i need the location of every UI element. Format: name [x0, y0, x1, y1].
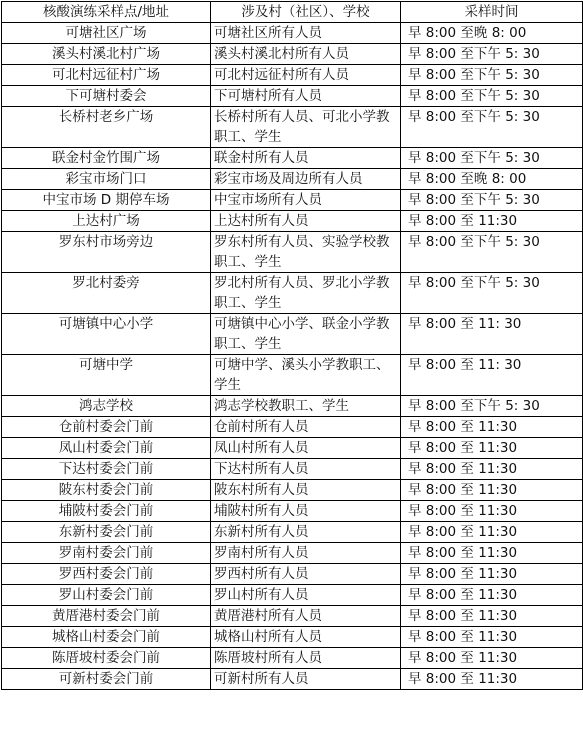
people-cell: 长桥村所有人员、可北小学教职工、学生	[211, 107, 401, 148]
people-cell: 陈厝坡村所有人员	[211, 648, 401, 669]
table-row	[2, 501, 583, 522]
table-row	[2, 480, 583, 501]
table-row	[2, 438, 583, 459]
people-cell: 彩宝市场及周边所有人员	[211, 169, 401, 190]
time-cell: 早 8:00 至 11: 30	[401, 355, 583, 396]
location-cell: 陂东村委会门前	[2, 480, 211, 501]
table-row	[2, 564, 583, 585]
time-cell: 早 8:00 至 11:30	[401, 606, 583, 627]
location-cell: 可塘中学	[2, 355, 211, 396]
table-row	[2, 522, 583, 543]
people-cell: 罗南村所有人员	[211, 543, 401, 564]
location-cell: 可北村远征村广场	[2, 65, 211, 86]
location-cell: 中宝市场 D 期停车场	[2, 190, 211, 211]
time-cell: 早 8:00 至下午 5: 30	[401, 190, 583, 211]
time-cell: 早 8:00 至下午 5: 30	[401, 65, 583, 86]
header-people: 涉及村（社区）、学校	[211, 2, 401, 23]
table-row	[2, 543, 583, 564]
table-row	[2, 86, 583, 107]
people-cell: 可新村所有人员	[211, 669, 401, 690]
location-cell: 城格山村委会门前	[2, 627, 211, 648]
location-cell: 联金村金竹围广场	[2, 148, 211, 169]
people-cell: 罗西村所有人员	[211, 564, 401, 585]
people-cell: 东新村所有人员	[211, 522, 401, 543]
table-row	[2, 23, 583, 44]
table-body	[2, 23, 583, 690]
location-cell: 罗山村委会门前	[2, 585, 211, 606]
people-cell: 可塘社区所有人员	[211, 23, 401, 44]
location-cell: 罗西村委会门前	[2, 564, 211, 585]
table-row	[2, 648, 583, 669]
table-row	[2, 148, 583, 169]
location-cell: 可塘镇中心小学	[2, 314, 211, 355]
location-cell: 长桥村老乡广场	[2, 107, 211, 148]
table-row	[2, 232, 583, 273]
people-cell: 凤山村所有人员	[211, 438, 401, 459]
people-cell: 城格山村所有人员	[211, 627, 401, 648]
table-row	[2, 211, 583, 232]
location-cell: 下可塘村委会	[2, 86, 211, 107]
table-row	[2, 355, 583, 396]
time-cell: 早 8:00 至 11:30	[401, 211, 583, 232]
time-cell: 早 8:00 至 11:30	[401, 564, 583, 585]
location-cell: 东新村委会门前	[2, 522, 211, 543]
location-cell: 黄厝港村委会门前	[2, 606, 211, 627]
table-row	[2, 190, 583, 211]
location-cell: 陈厝坡村委会门前	[2, 648, 211, 669]
location-cell: 凤山村委会门前	[2, 438, 211, 459]
header-time: 采样时间	[401, 2, 583, 23]
table-row	[2, 396, 583, 417]
people-cell: 下达村所有人员	[211, 459, 401, 480]
location-cell: 彩宝市场门口	[2, 169, 211, 190]
location-cell: 下达村委会门前	[2, 459, 211, 480]
people-cell: 陂东村所有人员	[211, 480, 401, 501]
sampling-schedule-table	[1, 1, 583, 690]
location-cell: 罗北村委旁	[2, 273, 211, 314]
time-cell: 早 8:00 至下午 5: 30	[401, 396, 583, 417]
location-cell: 溪头村溪北村广场	[2, 44, 211, 65]
location-cell: 仓前村委会门前	[2, 417, 211, 438]
people-cell: 可塘中学、溪头小学教职工、学生	[211, 355, 401, 396]
time-cell: 早 8:00 至晚 8: 00	[401, 169, 583, 190]
time-cell: 早 8:00 至下午 5: 30	[401, 44, 583, 65]
people-cell: 下可塘村所有人员	[211, 86, 401, 107]
time-cell: 早 8:00 至 11:30	[401, 543, 583, 564]
people-cell: 埔陂村所有人员	[211, 501, 401, 522]
time-cell: 早 8:00 至 11:30	[401, 417, 583, 438]
time-cell: 早 8:00 至下午 5: 30	[401, 232, 583, 273]
people-cell: 仓前村所有人员	[211, 417, 401, 438]
people-cell: 可北村远征村所有人员	[211, 65, 401, 86]
time-cell: 早 8:00 至 11:30	[401, 669, 583, 690]
location-cell: 罗东村市场旁边	[2, 232, 211, 273]
time-cell: 早 8:00 至下午 5: 30	[401, 107, 583, 148]
location-cell: 可新村委会门前	[2, 669, 211, 690]
time-cell: 早 8:00 至 11:30	[401, 438, 583, 459]
header-row	[2, 2, 583, 23]
time-cell: 早 8:00 至 11:30	[401, 648, 583, 669]
time-cell: 早 8:00 至 11:30	[401, 501, 583, 522]
table-row	[2, 169, 583, 190]
location-cell: 可塘社区广场	[2, 23, 211, 44]
time-cell: 早 8:00 至下午 5: 30	[401, 86, 583, 107]
table-row	[2, 585, 583, 606]
time-cell: 早 8:00 至晚 8: 00	[401, 23, 583, 44]
table-row	[2, 65, 583, 86]
table-row	[2, 669, 583, 690]
table-row	[2, 606, 583, 627]
people-cell: 上达村所有人员	[211, 211, 401, 232]
time-cell: 早 8:00 至 11:30	[401, 459, 583, 480]
time-cell: 早 8:00 至下午 5: 30	[401, 148, 583, 169]
location-cell: 鸿志学校	[2, 396, 211, 417]
people-cell: 可塘镇中心小学、联金小学教职工、学生	[211, 314, 401, 355]
people-cell: 罗山村所有人员	[211, 585, 401, 606]
time-cell: 早 8:00 至 11: 30	[401, 314, 583, 355]
people-cell: 中宝市场所有人员	[211, 190, 401, 211]
people-cell: 罗东村所有人员、实验学校教职工、学生	[211, 232, 401, 273]
time-cell: 早 8:00 至 11:30	[401, 585, 583, 606]
location-cell: 罗南村委会门前	[2, 543, 211, 564]
people-cell: 罗北村所有人员、罗北小学教职工、学生	[211, 273, 401, 314]
table-row	[2, 417, 583, 438]
time-cell: 早 8:00 至下午 5: 30	[401, 273, 583, 314]
people-cell: 黄厝港村所有人员	[211, 606, 401, 627]
table-row	[2, 273, 583, 314]
table-row	[2, 44, 583, 65]
time-cell: 早 8:00 至 11:30	[401, 522, 583, 543]
time-cell: 早 8:00 至 11:30	[401, 480, 583, 501]
table-row	[2, 107, 583, 148]
people-cell: 联金村所有人员	[211, 148, 401, 169]
table-row	[2, 314, 583, 355]
location-cell: 上达村广场	[2, 211, 211, 232]
table-row	[2, 459, 583, 480]
table-row	[2, 627, 583, 648]
people-cell: 溪头村溪北村所有人员	[211, 44, 401, 65]
time-cell: 早 8:00 至 11:30	[401, 627, 583, 648]
people-cell: 鸿志学校教职工、学生	[211, 396, 401, 417]
location-cell: 埔陂村委会门前	[2, 501, 211, 522]
header-location: 核酸演练采样点/地址	[2, 2, 211, 23]
